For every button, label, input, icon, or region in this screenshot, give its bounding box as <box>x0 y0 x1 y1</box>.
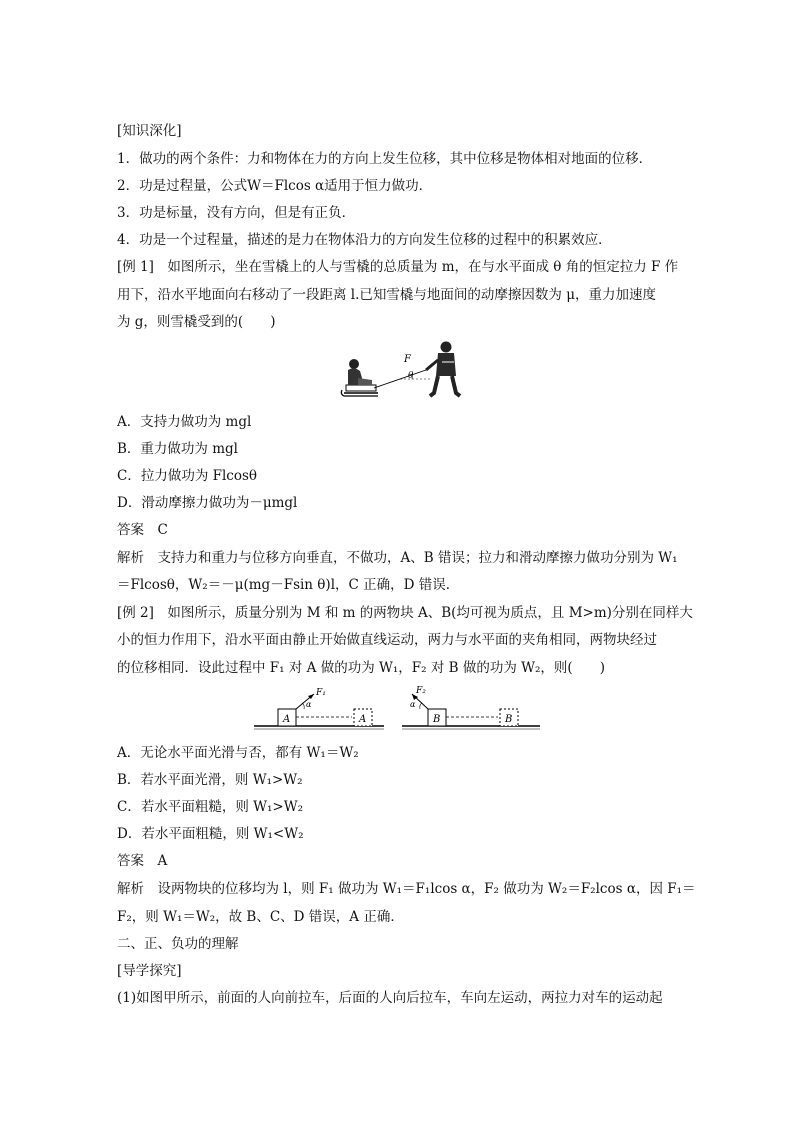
svg-text:B: B <box>433 714 441 725</box>
sled-figure <box>338 338 463 406</box>
example2-option-b: B．若水平面光滑，则 W₁>W₂ <box>117 772 303 788</box>
seated-person <box>348 359 372 385</box>
svg-text:A: A <box>283 714 291 725</box>
point-4: 4．功是一个过程量，描述的是力在物体沿力的方向发生位移的过程中的积累效应． <box>117 232 612 248</box>
block-b-panel <box>402 686 540 729</box>
example2-line-3: 的位移相同．设此过程中 F₁ 对 A 做的功为 W₁，F₂ 对 B 做的功为 W₂，则( ) <box>117 660 605 676</box>
force-label: F <box>404 354 411 365</box>
example2-analysis-1: 解析 设两物块的位移均为 l，则 F₁ 做功为 W₁＝F₁lcos α，F₂ 做功为 W₂＝F₂lcos α，因 F₁＝ <box>117 881 696 897</box>
example2-analysis-2: F₂，则 W₁＝W₂，故 B、C、D 错误，A 正确． <box>117 909 404 925</box>
example1-option-a: A．支持力做功为 mgl <box>117 414 252 430</box>
example2-answer: 答案 A <box>117 853 168 869</box>
example2-line-1: [例 2] 如图所示，质量分别为 M 和 m 的两物块 A、B(均可视为质点，且 M>m)分别在同样大 <box>117 605 693 621</box>
section2-title: 二、正、负功的理解 <box>117 936 239 952</box>
example1-analysis-1: 解析 支持力和重力与位移方向垂直，不做功，A、B 错误；拉力和滑动摩擦力做功分别为 W₁ <box>117 550 678 566</box>
example1-option-d: D．滑动摩擦力做功为－μmgl <box>117 495 298 511</box>
svg-text:B: B <box>505 714 513 725</box>
example1-line-2: 用下，沿水平地面向右移动了一段距离 l.已知雪橇与地面间的动摩擦因数为 μ，重力加速度 <box>117 287 656 303</box>
svg-text:A: A <box>359 714 367 725</box>
blocks-figure <box>252 684 542 732</box>
guide-heading: [导学探究] <box>117 963 182 979</box>
section-knowledge-heading: [知识深化] <box>117 123 182 139</box>
example1-option-c: C．拉力做功为 Flcosθ <box>117 468 258 484</box>
svg-text:F₂: F₂ <box>416 686 426 696</box>
point-3: 3．功是标量，没有方向，但是有正负． <box>117 205 356 221</box>
angle-label: θ <box>408 371 414 381</box>
pulling-person <box>426 342 460 397</box>
svg-text:α: α <box>306 700 312 709</box>
example1-analysis-2: ＝Flcosθ，W₂＝－μ(mg－Fsin θ)l，C 正确，D 错误． <box>117 577 460 593</box>
example1-answer: 答案 C <box>117 522 168 538</box>
example1-line-1: [例 1] 如图所示，坐在雪橇上的人与雪橇的总质量为 m，在与水平面成 θ 角的恒定拉力 F 作 <box>117 259 679 275</box>
example2-option-a: A．无论水平面光滑与否，都有 W₁＝W₂ <box>117 745 359 761</box>
svg-text:α: α <box>410 700 416 709</box>
svg-text:F₁: F₁ <box>316 688 326 698</box>
example2-line-2: 小的恒力作用下，沿水平面由静止开始做直线运动，两力与水平面的夹角相同，两物块经过 <box>117 632 657 648</box>
guide-text: (1)如图甲所示，前面的人向前拉车，后面的人向后拉车，车向左运动，两拉力对车的运动起 <box>117 990 663 1006</box>
point-1: 1．做功的两个条件：力和物体在力的方向上发生位移，其中位移是物体相对地面的位移． <box>117 151 653 167</box>
point-2: 2．功是过程量，公式W＝Flcos α适用于恒力做功． <box>117 178 433 194</box>
example2-option-d: D．若水平面粗糙，则 W₁<W₂ <box>117 826 304 842</box>
example1-option-b: B．重力做功为 mgl <box>117 441 238 457</box>
example2-option-c: C．若水平面粗糙，则 W₁>W₂ <box>117 799 304 815</box>
example1-line-3: 为 g，则雪橇受到的( ) <box>117 314 276 330</box>
sled <box>341 385 378 396</box>
block-a-panel <box>254 688 384 729</box>
